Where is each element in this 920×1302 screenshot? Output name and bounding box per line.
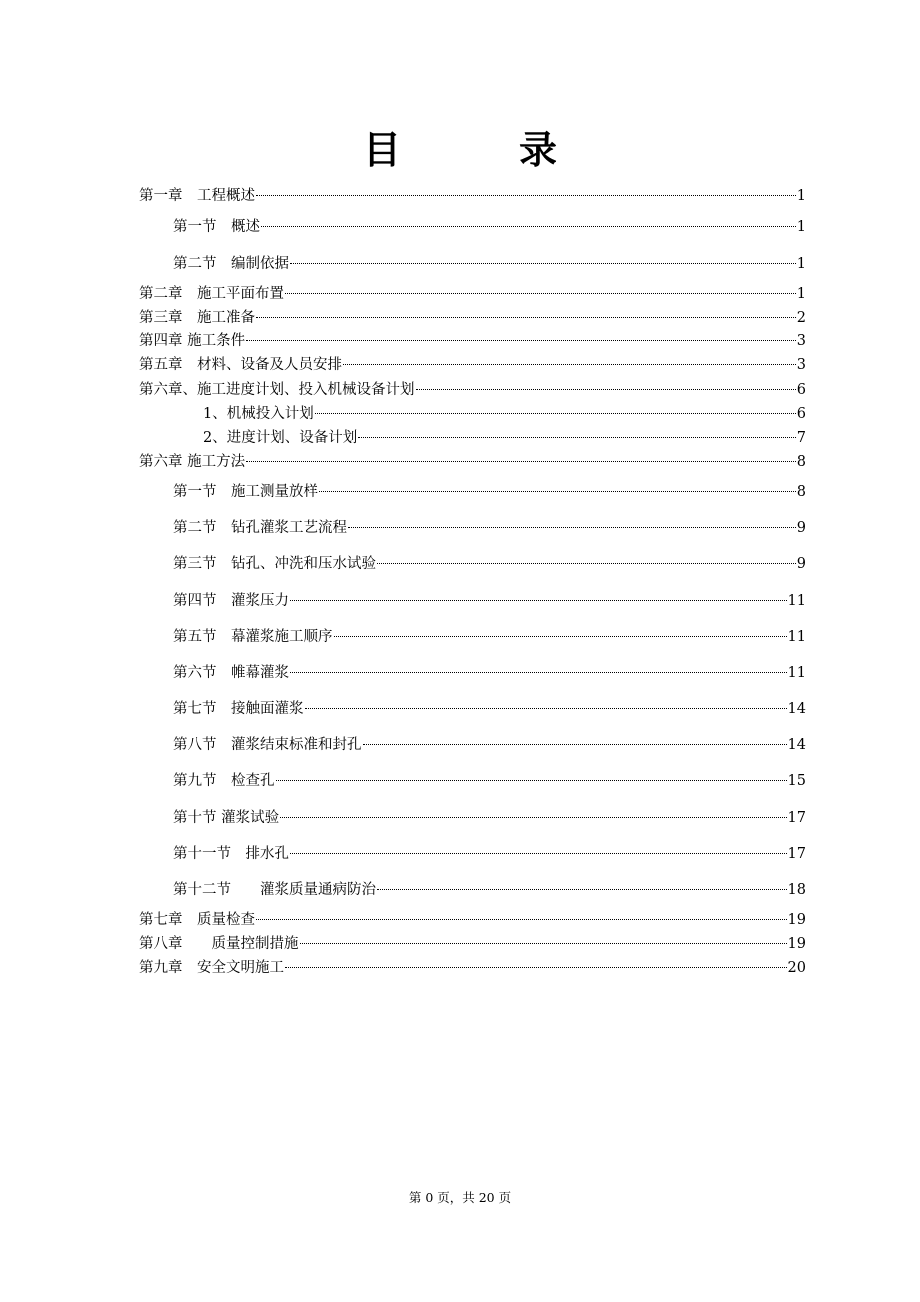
toc-entry-label: 1、机械投入计划 [203, 406, 314, 422]
dot-leader [358, 437, 796, 438]
dot-leader [377, 563, 796, 564]
toc-entry-label: 第三章 施工准备 [139, 310, 255, 326]
toc-entry-page: 17 [787, 846, 806, 862]
toc-entry-page: 11 [787, 665, 806, 681]
dot-leader [416, 389, 796, 390]
toc-entry-page: 11 [787, 629, 806, 645]
toc-entry-page: 1 [796, 188, 806, 204]
toc-entry-page: 15 [787, 773, 806, 789]
toc-entry[interactable] [139, 355, 806, 375]
dot-leader [256, 919, 787, 920]
toc-entry-page: 8 [796, 454, 806, 470]
toc-entry[interactable] [139, 284, 806, 304]
dot-leader [348, 527, 796, 528]
toc-entry-page: 1 [796, 219, 806, 235]
toc-entry-label: 第六节 帷幕灌浆 [173, 665, 289, 681]
dot-leader [256, 195, 796, 196]
toc-entry[interactable] [203, 404, 806, 424]
toc-entry[interactable] [173, 554, 806, 574]
toc-entry[interactable] [139, 331, 806, 351]
toc-entry-page: 20 [787, 960, 806, 976]
toc-entry-page: 8 [796, 484, 806, 500]
toc-entry-page: 1 [796, 286, 806, 302]
toc-entry[interactable] [173, 591, 806, 611]
toc-entry-label: 第七章 质量检查 [139, 912, 255, 928]
toc-entry-page: 19 [787, 936, 806, 952]
toc-entry-label: 第八章 质量控制措施 [139, 936, 299, 952]
dot-leader [276, 780, 787, 781]
toc-entry-label: 第十节 灌浆试验 [173, 810, 280, 826]
toc-entry[interactable] [173, 699, 806, 719]
toc-entry[interactable] [173, 627, 806, 647]
toc-entry-page: 11 [787, 593, 806, 609]
dot-leader [290, 600, 787, 601]
toc-entry[interactable] [173, 808, 806, 828]
dot-leader [363, 744, 787, 745]
toc-entry-label: 第八节 灌浆结束标准和封孔 [173, 737, 362, 753]
toc-entry-page: 3 [796, 357, 806, 373]
toc-entry-page: 7 [796, 430, 806, 446]
toc-entry-label: 第十一节 排水孔 [173, 846, 289, 862]
dot-leader [290, 672, 787, 673]
toc-entry-page: 14 [787, 701, 806, 717]
toc-entry-page: 6 [796, 382, 806, 398]
toc-entry[interactable] [173, 518, 806, 538]
toc-entry-label: 第五节 幕灌浆施工顺序 [173, 629, 333, 645]
toc-entry[interactable] [139, 452, 806, 472]
toc-entry[interactable] [139, 186, 806, 206]
toc-entry[interactable] [139, 910, 806, 930]
dot-leader [334, 636, 787, 637]
dot-leader [280, 817, 786, 818]
toc-entry-label: 第三节 钻孔、冲洗和压水试验 [173, 556, 376, 572]
toc-entry-label: 第二章 施工平面布置 [139, 286, 284, 302]
toc-entry[interactable] [173, 880, 806, 900]
toc-entry-label: 第一章 工程概述 [139, 188, 255, 204]
dot-leader [300, 943, 787, 944]
dot-leader [261, 226, 796, 227]
toc-entry[interactable] [139, 380, 806, 400]
dot-leader [285, 967, 787, 968]
toc-entry[interactable] [173, 735, 806, 755]
toc-entry[interactable] [173, 844, 806, 864]
dot-leader [246, 340, 796, 341]
toc-entry-label: 第一节 施工测量放样 [173, 484, 318, 500]
toc-entry-page: 19 [787, 912, 806, 928]
dot-leader [285, 293, 796, 294]
toc-entry-page: 17 [787, 810, 806, 826]
dot-leader [343, 364, 796, 365]
toc-entry[interactable] [173, 217, 806, 237]
dot-leader [290, 853, 787, 854]
dot-leader [290, 263, 796, 264]
toc-entry[interactable] [139, 934, 806, 954]
toc-entry-page: 9 [796, 556, 806, 572]
toc-entry[interactable] [173, 663, 806, 683]
dot-leader [377, 889, 787, 890]
toc-entry-page: 14 [787, 737, 806, 753]
toc-entry-label: 第一节 概述 [173, 219, 260, 235]
toc-entry-label: 第四章 施工条件 [139, 333, 246, 349]
toc-entry-page: 1 [796, 256, 806, 272]
dot-leader [256, 317, 796, 318]
toc-entry-label: 第六章、施工进度计划、投入机械设备计划 [139, 382, 415, 398]
dot-leader [305, 708, 787, 709]
toc-entry-label: 2、进度计划、设备计划 [203, 430, 358, 446]
page-footer: 第 0 页，共 20 页 [408, 1190, 512, 1205]
toc-entry-page: 6 [796, 406, 806, 422]
toc-entry-page: 9 [796, 520, 806, 536]
dot-leader [315, 413, 796, 414]
table-of-contents [139, 0, 806, 1000]
toc-entry-label: 第十二节 灌浆质量通病防治 [173, 882, 376, 898]
toc-entry[interactable] [173, 771, 806, 791]
toc-entry-page: 2 [796, 310, 806, 326]
toc-entry-label: 第九节 检查孔 [173, 773, 275, 789]
toc-entry-label: 第九章 安全文明施工 [139, 960, 284, 976]
toc-entry-label: 第七节 接触面灌浆 [173, 701, 304, 717]
toc-entry[interactable] [139, 958, 806, 978]
toc-entry[interactable] [139, 308, 806, 328]
toc-entry-label: 第五章 材料、设备及人员安排 [139, 357, 342, 373]
dot-leader [319, 491, 796, 492]
toc-entry-label: 第四节 灌浆压力 [173, 593, 289, 609]
toc-entry[interactable] [173, 254, 806, 274]
toc-entry[interactable] [173, 482, 806, 502]
toc-entry-page: 3 [796, 333, 806, 349]
page-title: 目 录 [362, 127, 597, 172]
dot-leader [246, 461, 796, 462]
toc-entry-label: 第二节 钻孔灌浆工艺流程 [173, 520, 347, 536]
toc-entry-label: 第六章 施工方法 [139, 454, 246, 470]
toc-entry-label: 第二节 编制依据 [173, 256, 289, 272]
toc-entry[interactable] [203, 428, 806, 448]
toc-entry-page: 18 [787, 882, 806, 898]
